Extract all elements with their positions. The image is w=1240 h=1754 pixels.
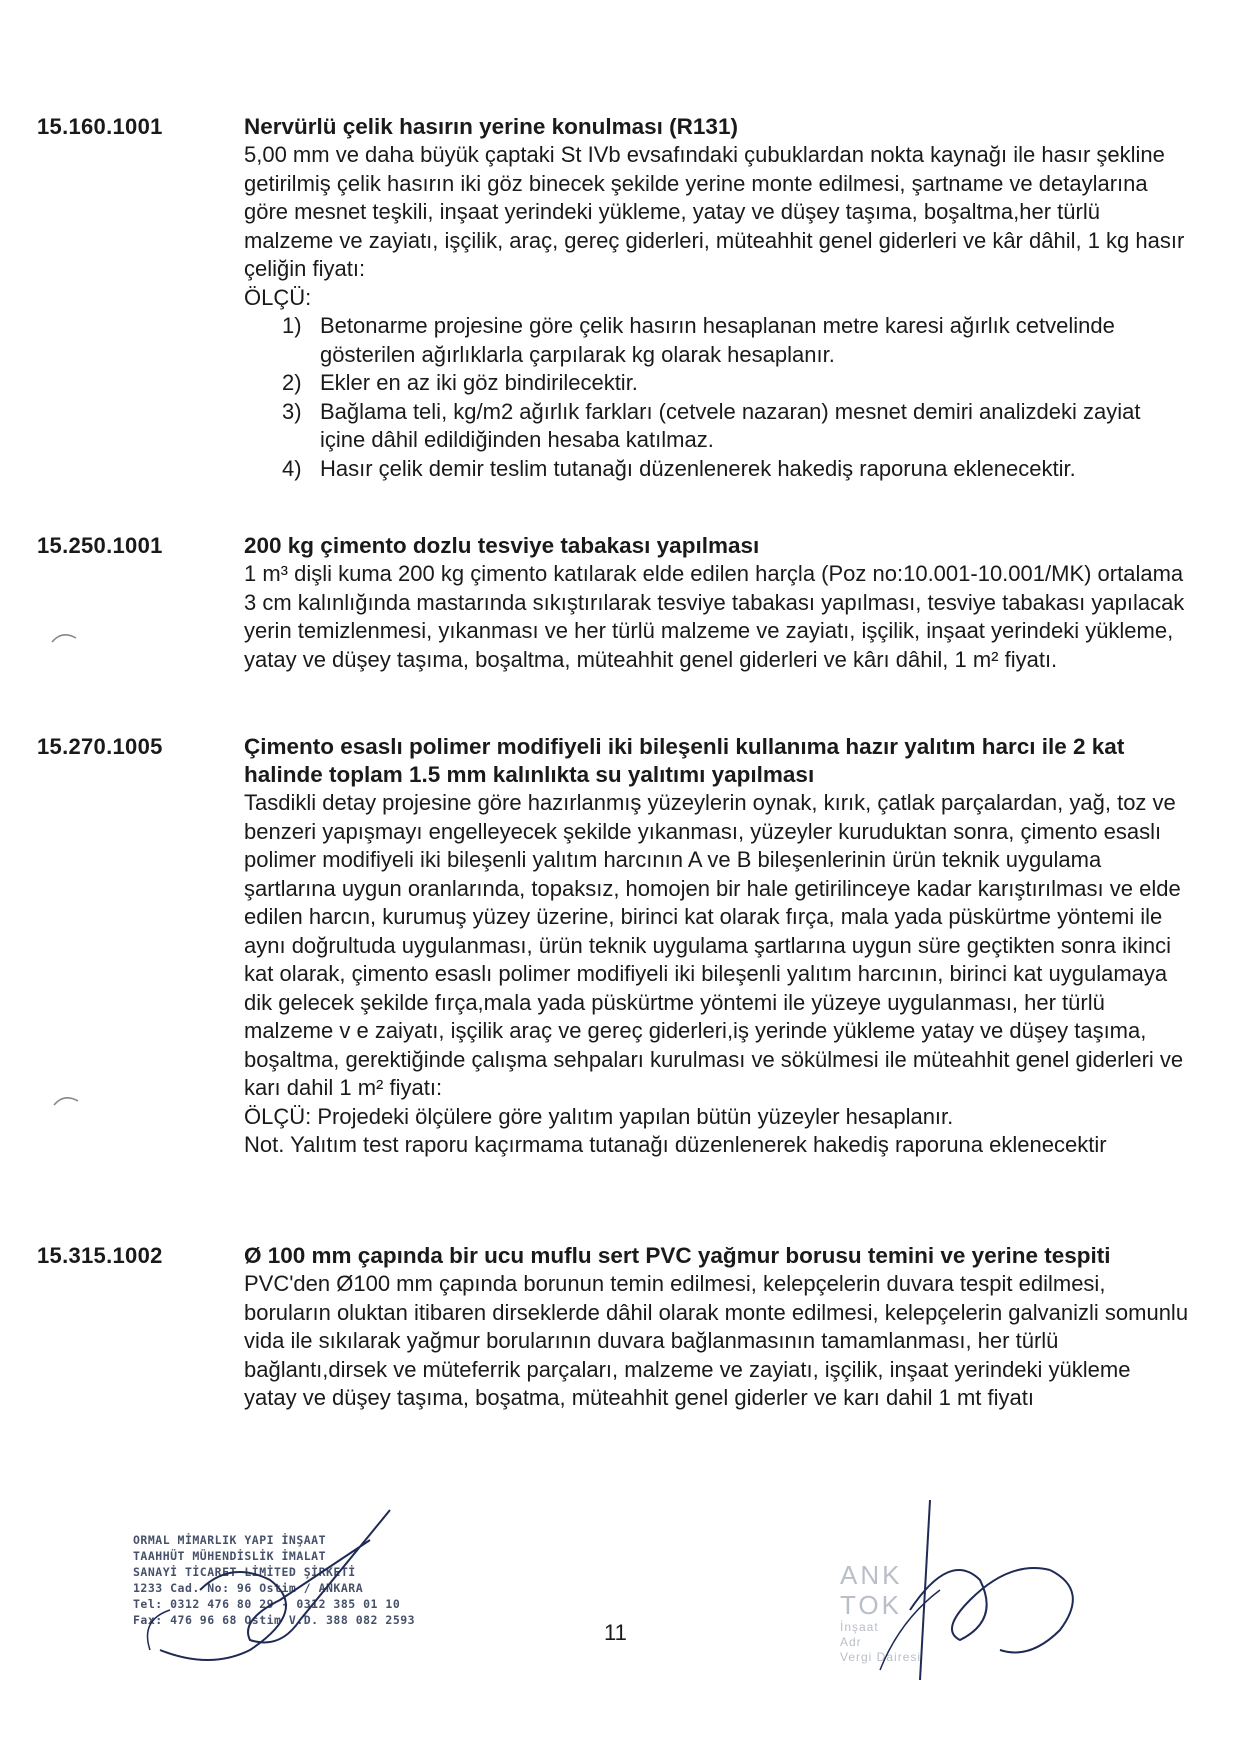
stamp-line: TOK [840,1590,902,1620]
item-description: 1 m³ dişli kuma 200 kg çimento katılarak elde edilen harçla (Poz no:10.001-10.001/MK) ortalama 3 cm kalınlığında mastarında sıkıştırılarak tesviye tabakası yapılması, tesviye tabakası yapılacak yerin temizlenmesi, yıkanması ve her türlü malzeme ve zayiatı, işçilik, inşaat yerindeki yükleme, yatay ve düşey taşıma, boşaltma, müteahhit genel giderleri ve kârı dâhil, 1 m² fiyatı. [244,561,1185,672]
item-code: 15.160.1001 [37,114,163,139]
item-title: 200 kg çimento dozlu tesviye tabakası yapılması [244,533,760,558]
item-body [244,113,1189,483]
item-body [244,733,1189,1160]
stamp-line: Tel: 0312 476 80 29 - 0312 385 01 10 [133,1597,401,1611]
list-item-text: Hasır çelik demir teslim tutanağı düzenlenerek hakediş raporuna eklenecektir. [320,455,1076,481]
list-item-text: Ekler en az iki göz bindirilecektir. [320,370,638,395]
stamp-line: SANAYİ TİCARET LİMİTED ŞİRKETİ [133,1565,356,1579]
stamp-line: Adr [840,1635,862,1649]
stamp-line: İnşaat [840,1620,879,1634]
item-code: 15.250.1001 [37,533,163,558]
item-code: 15.270.1005 [37,734,163,759]
item-description: PVC'den Ø100 mm çapında borunun temin edilmesi, kelepçelerin duvara tespit edilmesi, boruların oluktan itibaren dirseklerde dâhil olarak monte edilmesi, kelepçelerin galvanizli somunlu vida ile sıkılarak yağmur borularının duvara bağlanmasının tamamlanması, her türlü bağlantı,dirsek ve müteferrik parçaları, malzeme ve zayiatı, işçilik, inşaat yerindeki yükleme yatay ve düşey taşıma, boşatma, müteahhit genel giderler ve karı dahil 1 mt fiyatı [244,1271,1189,1410]
item-title: Nervürlü çelik hasırın yerine konulması (R131) [244,114,738,139]
stamp-line: ANK [840,1560,903,1590]
list-item [244,455,1189,484]
item-code: 15.315.1002 [37,1243,163,1268]
list-item-number: 3) [282,398,302,424]
stamp-line: 1233 Cad. No: 96 Ostim / ANKARA [133,1581,364,1595]
list-item [244,312,1189,369]
item-title: Çimento esaslı polimer modifiyeli iki bileşenli kullanıma hazır yalıtım harcı ile 2 kat halinde toplam 1.5 mm kalınlıkta su yalıtımı yapılması [244,734,1125,787]
list-item-number: 2) [282,370,302,395]
margin-mark-icon [50,630,80,644]
company-stamp [133,1532,418,1628]
item-body [244,532,1189,674]
list-item-text: Betonarme projesine göre çelik hasırın hesaplanan metre karesi ağırlık cetvelinde gösterilen ağırlıklarla çarpılarak kg olarak hesaplanır. [320,313,1115,367]
stamp-line: TAAHHÜT MÜHENDİSLİK İMALAT [133,1549,327,1563]
list-item-number: 1) [282,313,302,338]
item-description: 5,00 mm ve daha büyük çaptaki St IVb evsafındaki çubuklardan nokta kaynağı ile hasır şekline getirilmiş çelik hasırın iki göz binecek şekilde yerine monte edilmesi, şartname ve detaylarına göre mesnet teşkili, inşaat yerindeki yükleme, yatay ve düşey taşıma, boşaltma,her türlü malzeme ve zayiatı, işçilik, araç, gereç giderleri, müteahhit genel giderleri ve kâr dâhil, 1 kg hasır çeliğin fiyatı: [244,142,1185,281]
list-item-text: Bağlama teli, kg/m2 ağırlık farkları (cetvele nazaran) mesnet demiri analizdeki zayiat içine dâhil edildiğinden hesaba katılmaz. [320,398,1141,452]
margin-mark-icon [52,1093,82,1107]
note-text: Not. Yalıtım test raporu kaçırmama tutanağı düzenlenerek hakediş raporuna eklenecektir [244,1132,1107,1157]
list-item-number: 4) [282,455,302,481]
page-number: 11 [604,1620,627,1645]
list-item [244,369,1189,398]
stamp-line: Vergi Dairesi [840,1650,922,1664]
contractor-stamp [840,1560,1140,1680]
stamp-line: Fax: 476 96 68 Ostim V.D. 388 082 2593 [133,1613,416,1627]
item-title: Ø 100 mm çapında bir ucu muflu sert PVC yağmur borusu temini ve yerine tespiti [244,1243,1111,1268]
item-body [244,1242,1189,1413]
list-item [244,398,1189,455]
olcu-text: ÖLÇÜ: Projedeki ölçülere göre yalıtım yapılan bütün yüzeyler hesaplanır. [244,1103,954,1129]
stamp-line: ORMAL MİMARLIK YAPI İNŞAAT [133,1533,327,1547]
item-description: Tasdikli detay projesine göre hazırlanmış yüzeylerin oynak, kırık, çatlak parçalardan, yağ, toz ve benzeri yapışmayı engelleyecek şekilde yıkanması, yüzeyler kuruduktan sonra, çimento esaslı polimer modifiyeli iki bileşenli yalıtım harcının A ve B bileşenlerinin ürün teknik uygulama şartlarına uygun oranlarında, topaksız, homojen bir hale getirilinceye kadar karıştırılması ve elde edilen harcın, kurumuş yüzey üzerine, birinci kat olarak fırça, mala yada püskürtme yöntemi ile aynı doğrultuda uygulanması, ürün teknik uygulama şartlarına uygun süre geçtikten sonra ikinci kat olarak, çimento esaslı polimer modifiyeli iki bileşenli yalıtım harcının, birinci kat uygulamaya dik gelecek şekilde fırça,mala yada püskürtme yöntemi ile yüzeye uygulanması, her türlü malzeme v e zaiyatı, işçilik araç ve gereç giderleri,iş yerinde yükleme yatay ve düşey taşıma, boşaltma, gerektiğinde çalışma sehpaları kurulması ve sökülmesi ile müteahhit genel giderleri ve karı dahil 1 m² fiyatı: [244,790,1184,1100]
olcu-label: ÖLÇÜ: [244,284,312,310]
